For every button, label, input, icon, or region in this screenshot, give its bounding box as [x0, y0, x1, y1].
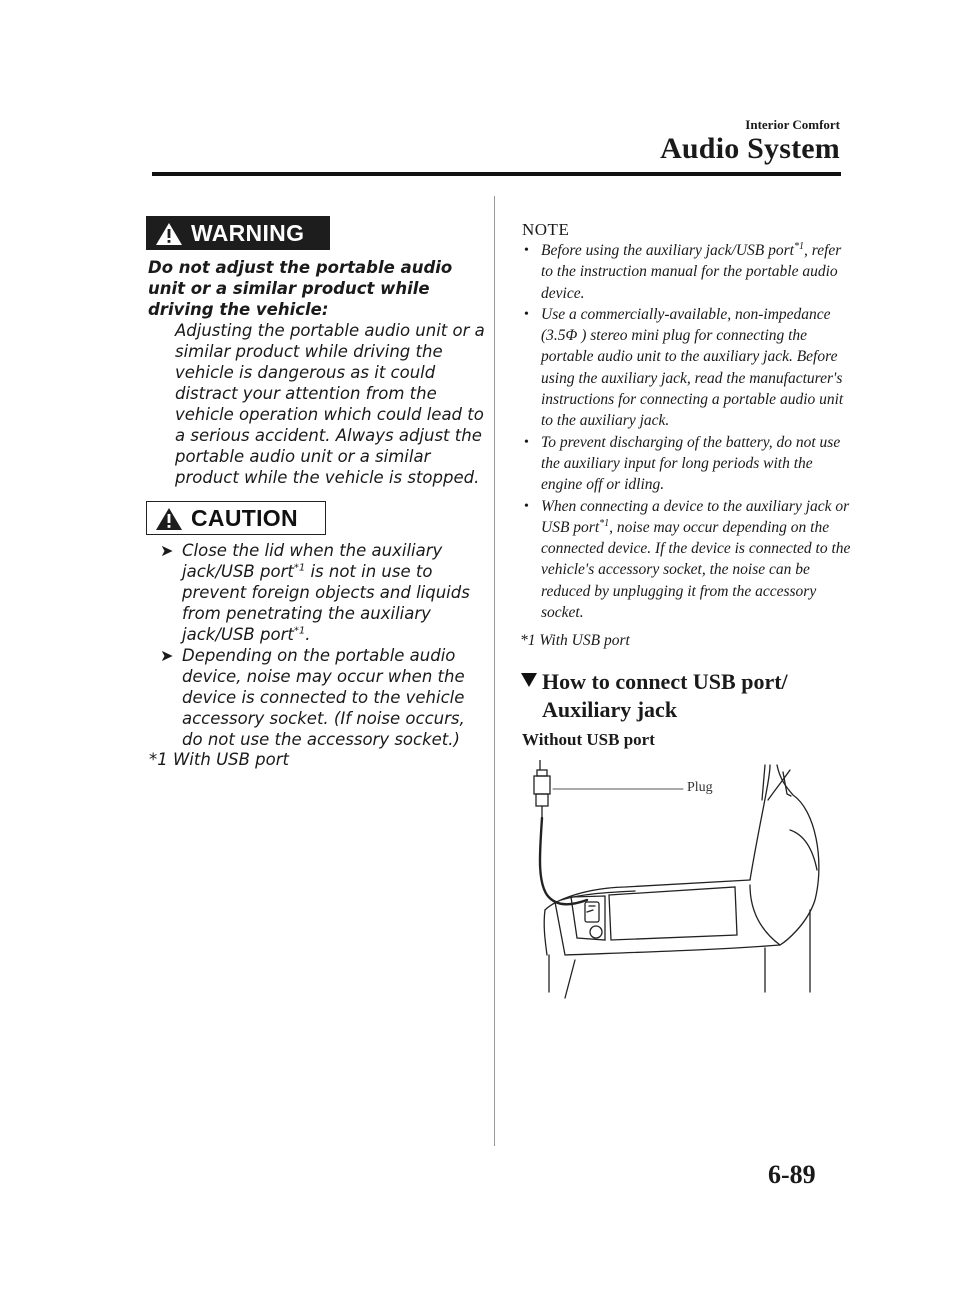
caution-item1-text-b: is not in use to prevent foreign objects and liquids from penetrating the auxiliary jack/USB port: [182, 562, 470, 644]
arrow-bullet-icon: ➤: [160, 541, 174, 560]
bullet-icon: •: [524, 498, 529, 514]
note-list: [522, 240, 852, 623]
note-item1-text-a: Before using the auxiliary jack/USB port: [541, 242, 794, 259]
section-heading: [522, 668, 822, 724]
bullet-icon: •: [524, 306, 529, 322]
page-title: Audio System: [660, 132, 840, 165]
note-item: [522, 304, 852, 432]
note-item4-text-a: When connecting a device to the auxiliary jack or USB port: [541, 497, 850, 536]
caution-item2-text: Depending on the portable audio device, noise may occur when the device is connected to the vehicle accessory socket. (If noise occurs, do not use the accessory socket.): [182, 646, 465, 749]
note-item: [522, 432, 852, 496]
footnote-ref: *1: [293, 625, 306, 637]
footnote-ref: *1: [293, 562, 306, 574]
plug-label: Plug: [687, 780, 713, 795]
note-item3-text: To prevent discharging of the battery, do not use the auxiliary input for long periods with the engine off or idling.: [541, 433, 841, 494]
caution-icon: [155, 507, 183, 531]
caution-footnote: *1 With USB port: [149, 750, 290, 769]
section-heading-text: How to connect USB port/ Auxiliary jack: [542, 669, 788, 722]
note-item2-text: Use a commercially-available, non-impedance (3.5Φ ) stereo mini plug for connecting the portable audio unit to the auxiliary jack. Before using the auxiliary jack, read the manufacturer's instructions for connecting a portable audio unit to the auxiliary jack.: [541, 305, 844, 430]
caution-item1-text-c: .: [305, 625, 311, 644]
warning-label: WARNING: [191, 220, 305, 246]
warning-icon: [155, 222, 183, 246]
footnote-ref: *1: [793, 240, 804, 252]
caution-banner: [146, 501, 326, 535]
column-divider: [494, 196, 495, 1146]
bullet-icon: •: [524, 243, 529, 258]
header-rule: [152, 172, 841, 176]
warning-banner: [146, 216, 330, 250]
caution-item1-text-a: Close the lid when the auxiliary jack/USB port: [182, 541, 443, 581]
sub-heading: Without USB port: [522, 730, 655, 749]
note-item4-text-b: , noise may occur depending on the connected device. If the device is connected to the vehicle's accessory socket, the noise can be reduced by unplugging it from the accessory socket.: [541, 518, 851, 622]
warning-heading: Do not adjust the portable audio unit or a similar product while driving the vehicle:: [148, 258, 453, 319]
note-item: [522, 240, 852, 304]
note-item1-text-b: , refer to the instruction manual for the portable audio device.: [541, 242, 842, 302]
caution-item: [160, 540, 482, 645]
plug-tip: [537, 770, 547, 776]
caution-item: [160, 645, 482, 750]
caution-label: CAUTION: [191, 505, 298, 531]
note-title: NOTE: [522, 220, 570, 239]
note-footnote: *1 With USB port: [520, 632, 630, 649]
section-label: Interior Comfort: [745, 117, 840, 132]
warning-body: Adjusting the portable audio unit or a similar product while driving the vehicle is dangerous as it could distract your attention from the vehicle operation which could lead to a serious accident. Always adjust the portable audio unit or a similar product while the vehicle is stopped.: [175, 321, 485, 487]
arrow-bullet-icon: ➤: [160, 646, 174, 665]
bullet-icon: •: [524, 434, 529, 450]
aux-jack-illustration: [525, 760, 830, 1000]
page-number: 6-89: [768, 1160, 816, 1189]
footnote-ref: *1: [599, 517, 610, 529]
note-item: [522, 496, 852, 624]
down-triangle-icon: [521, 673, 537, 687]
